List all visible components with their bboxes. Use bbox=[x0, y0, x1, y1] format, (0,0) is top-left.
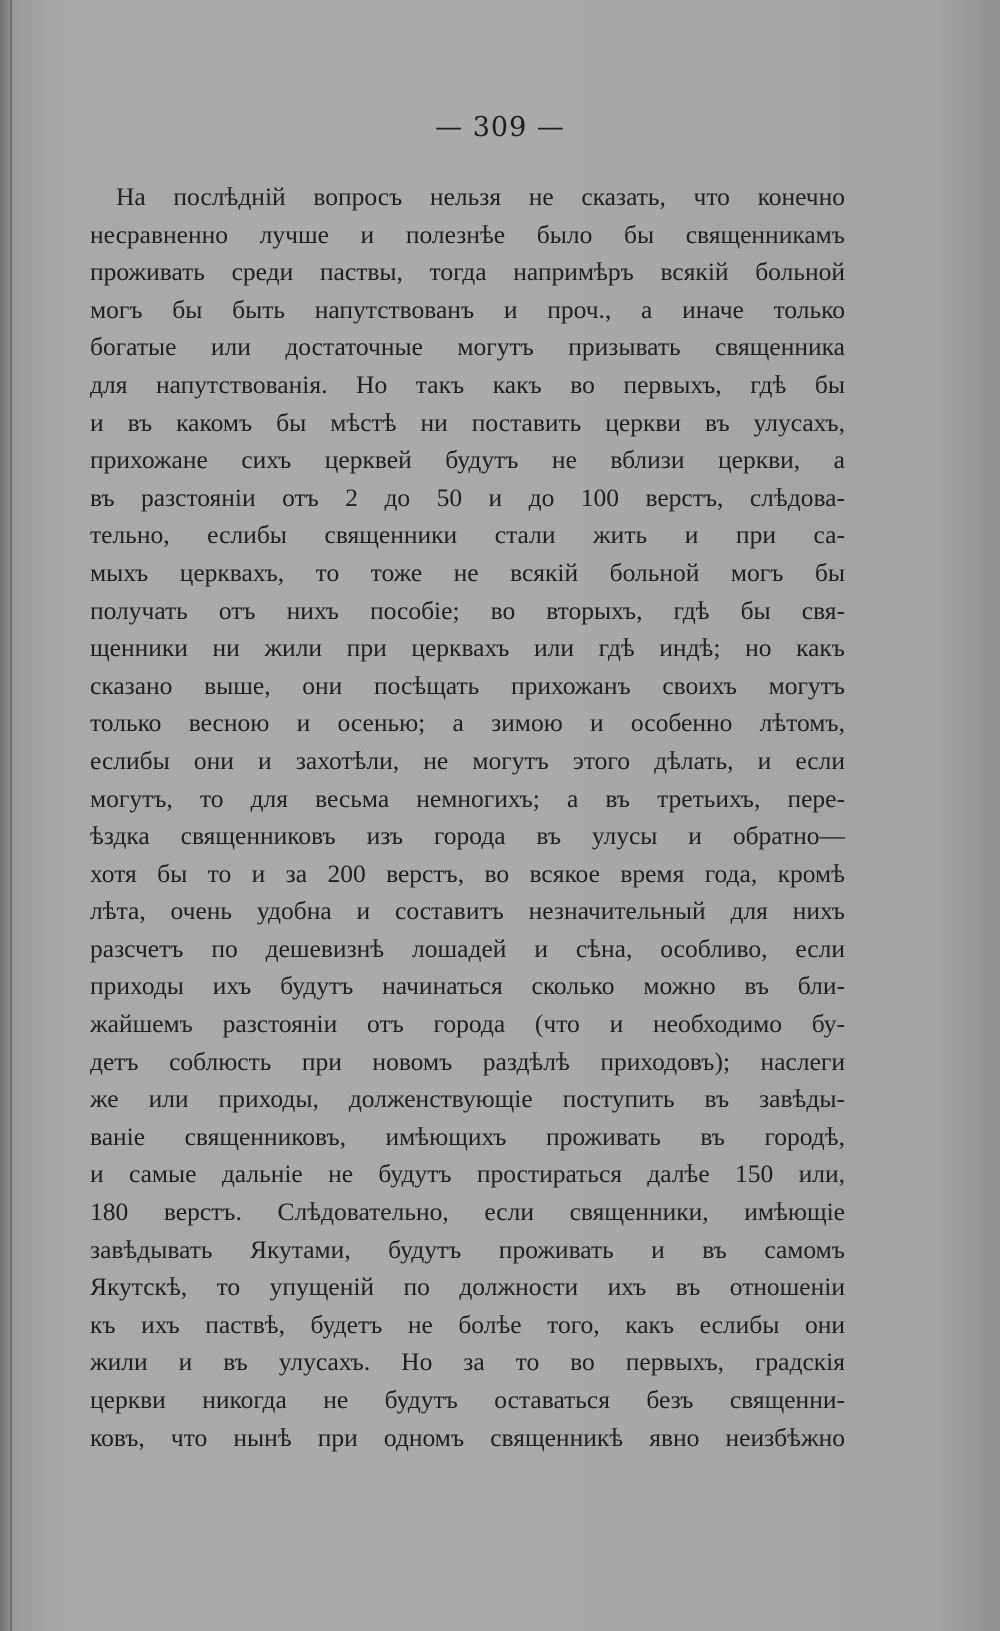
text-line: прихожане сихъ церквей будутъ не вблизи церкви, а bbox=[90, 445, 845, 475]
text-line: могъ бы быть напутствованъ и проч., а иначе только bbox=[90, 294, 845, 324]
text-line: въ разстояніи отъ 2 до 50 и до 100 верстъ, слѣдова- bbox=[90, 482, 845, 512]
text-line: же или приходы, долженствующіе поступить въ завѣды- bbox=[90, 1084, 845, 1114]
text-line: Якутскѣ, то упущеній по должности ихъ въ отношеніи bbox=[90, 1272, 845, 1302]
text-line: сказано выше, они посѣщать прихожанъ своихъ могутъ bbox=[90, 670, 845, 700]
text-line: и самые дальніе не будутъ простираться далѣе 150 или, bbox=[90, 1159, 845, 1189]
text-line: На послѣдній вопросъ нельзя не сказать, что конечно bbox=[116, 182, 845, 211]
text-line: могутъ, то для весьма немногихъ; а въ третьихъ, пере- bbox=[90, 783, 845, 813]
text-line: проживать среди паствы, тогда напримѣръ всякій больной bbox=[90, 257, 845, 287]
text-line: ѣздка священниковъ изъ города въ улусы и обратно— bbox=[90, 821, 845, 851]
text-line: только весною и осенью; а зимою и особенно лѣтомъ, bbox=[90, 708, 845, 738]
text-line: богатые или достаточные могутъ призывать священника bbox=[90, 332, 845, 362]
page-gutter bbox=[10, 0, 12, 1631]
text-line: хотя бы то и за 200 верстъ, во всякое время года, кромѣ bbox=[90, 858, 845, 888]
text-line: мыхъ церквахъ, то тоже не всякій больной могъ бы bbox=[90, 557, 845, 587]
text-line: ваніе священниковъ, имѣющихъ проживать въ городѣ, bbox=[90, 1121, 845, 1151]
text-line: завѣдывать Якутами, будутъ проживать и въ самомъ bbox=[90, 1234, 845, 1264]
text-line: детъ соблюсть при новомъ раздѣлѣ приходовъ); наслеги bbox=[90, 1046, 845, 1076]
text-line: тельно, еслибы священники стали жить и при са- bbox=[90, 520, 845, 550]
text-line: щенники ни жили при церквахъ или гдѣ индѣ; но какъ bbox=[90, 633, 845, 663]
page-number: — 309 — bbox=[435, 112, 565, 143]
text-line: несравненно лучше и полезнѣе было бы священникамъ bbox=[90, 219, 845, 249]
body-text bbox=[90, 178, 845, 1456]
text-line: для напутствованія. Но такъ какъ во первыхъ, гдѣ бы bbox=[90, 369, 845, 399]
text-line: жайшемъ разстояніи отъ города (что и необходимо бу- bbox=[90, 1009, 845, 1039]
text-line: приходы ихъ будутъ начинаться сколько можно въ бли- bbox=[90, 971, 845, 1001]
text-line: 180 верстъ. Слѣдовательно, если священники, имѣющіе bbox=[90, 1197, 845, 1227]
text-line: лѣта, очень удобна и составитъ незначительный для нихъ bbox=[90, 896, 845, 926]
text-line: церкви никогда не будутъ оставаться безъ священни- bbox=[90, 1385, 845, 1414]
text-line: жили и въ улусахъ. Но за то во первыхъ, градскія bbox=[90, 1347, 845, 1377]
text-line: еслибы они и захотѣли, не могутъ этого дѣлать, и если bbox=[90, 745, 845, 775]
text-line: къ ихъ паствѣ, будетъ не болѣе того, какъ еслибы они bbox=[90, 1309, 845, 1339]
text-line: ковъ, что нынѣ при одномъ священникѣ явно неизбѣжно bbox=[90, 1422, 845, 1452]
text-line: получать отъ нихъ пособіе; во вторыхъ, гдѣ бы свя- bbox=[90, 595, 845, 625]
text-line: и въ какомъ бы мѣстѣ ни поставить церкви въ улусахъ, bbox=[90, 407, 845, 437]
text-line: разсчетъ по дешевизнѣ лошадей и сѣна, особливо, если bbox=[90, 933, 845, 963]
